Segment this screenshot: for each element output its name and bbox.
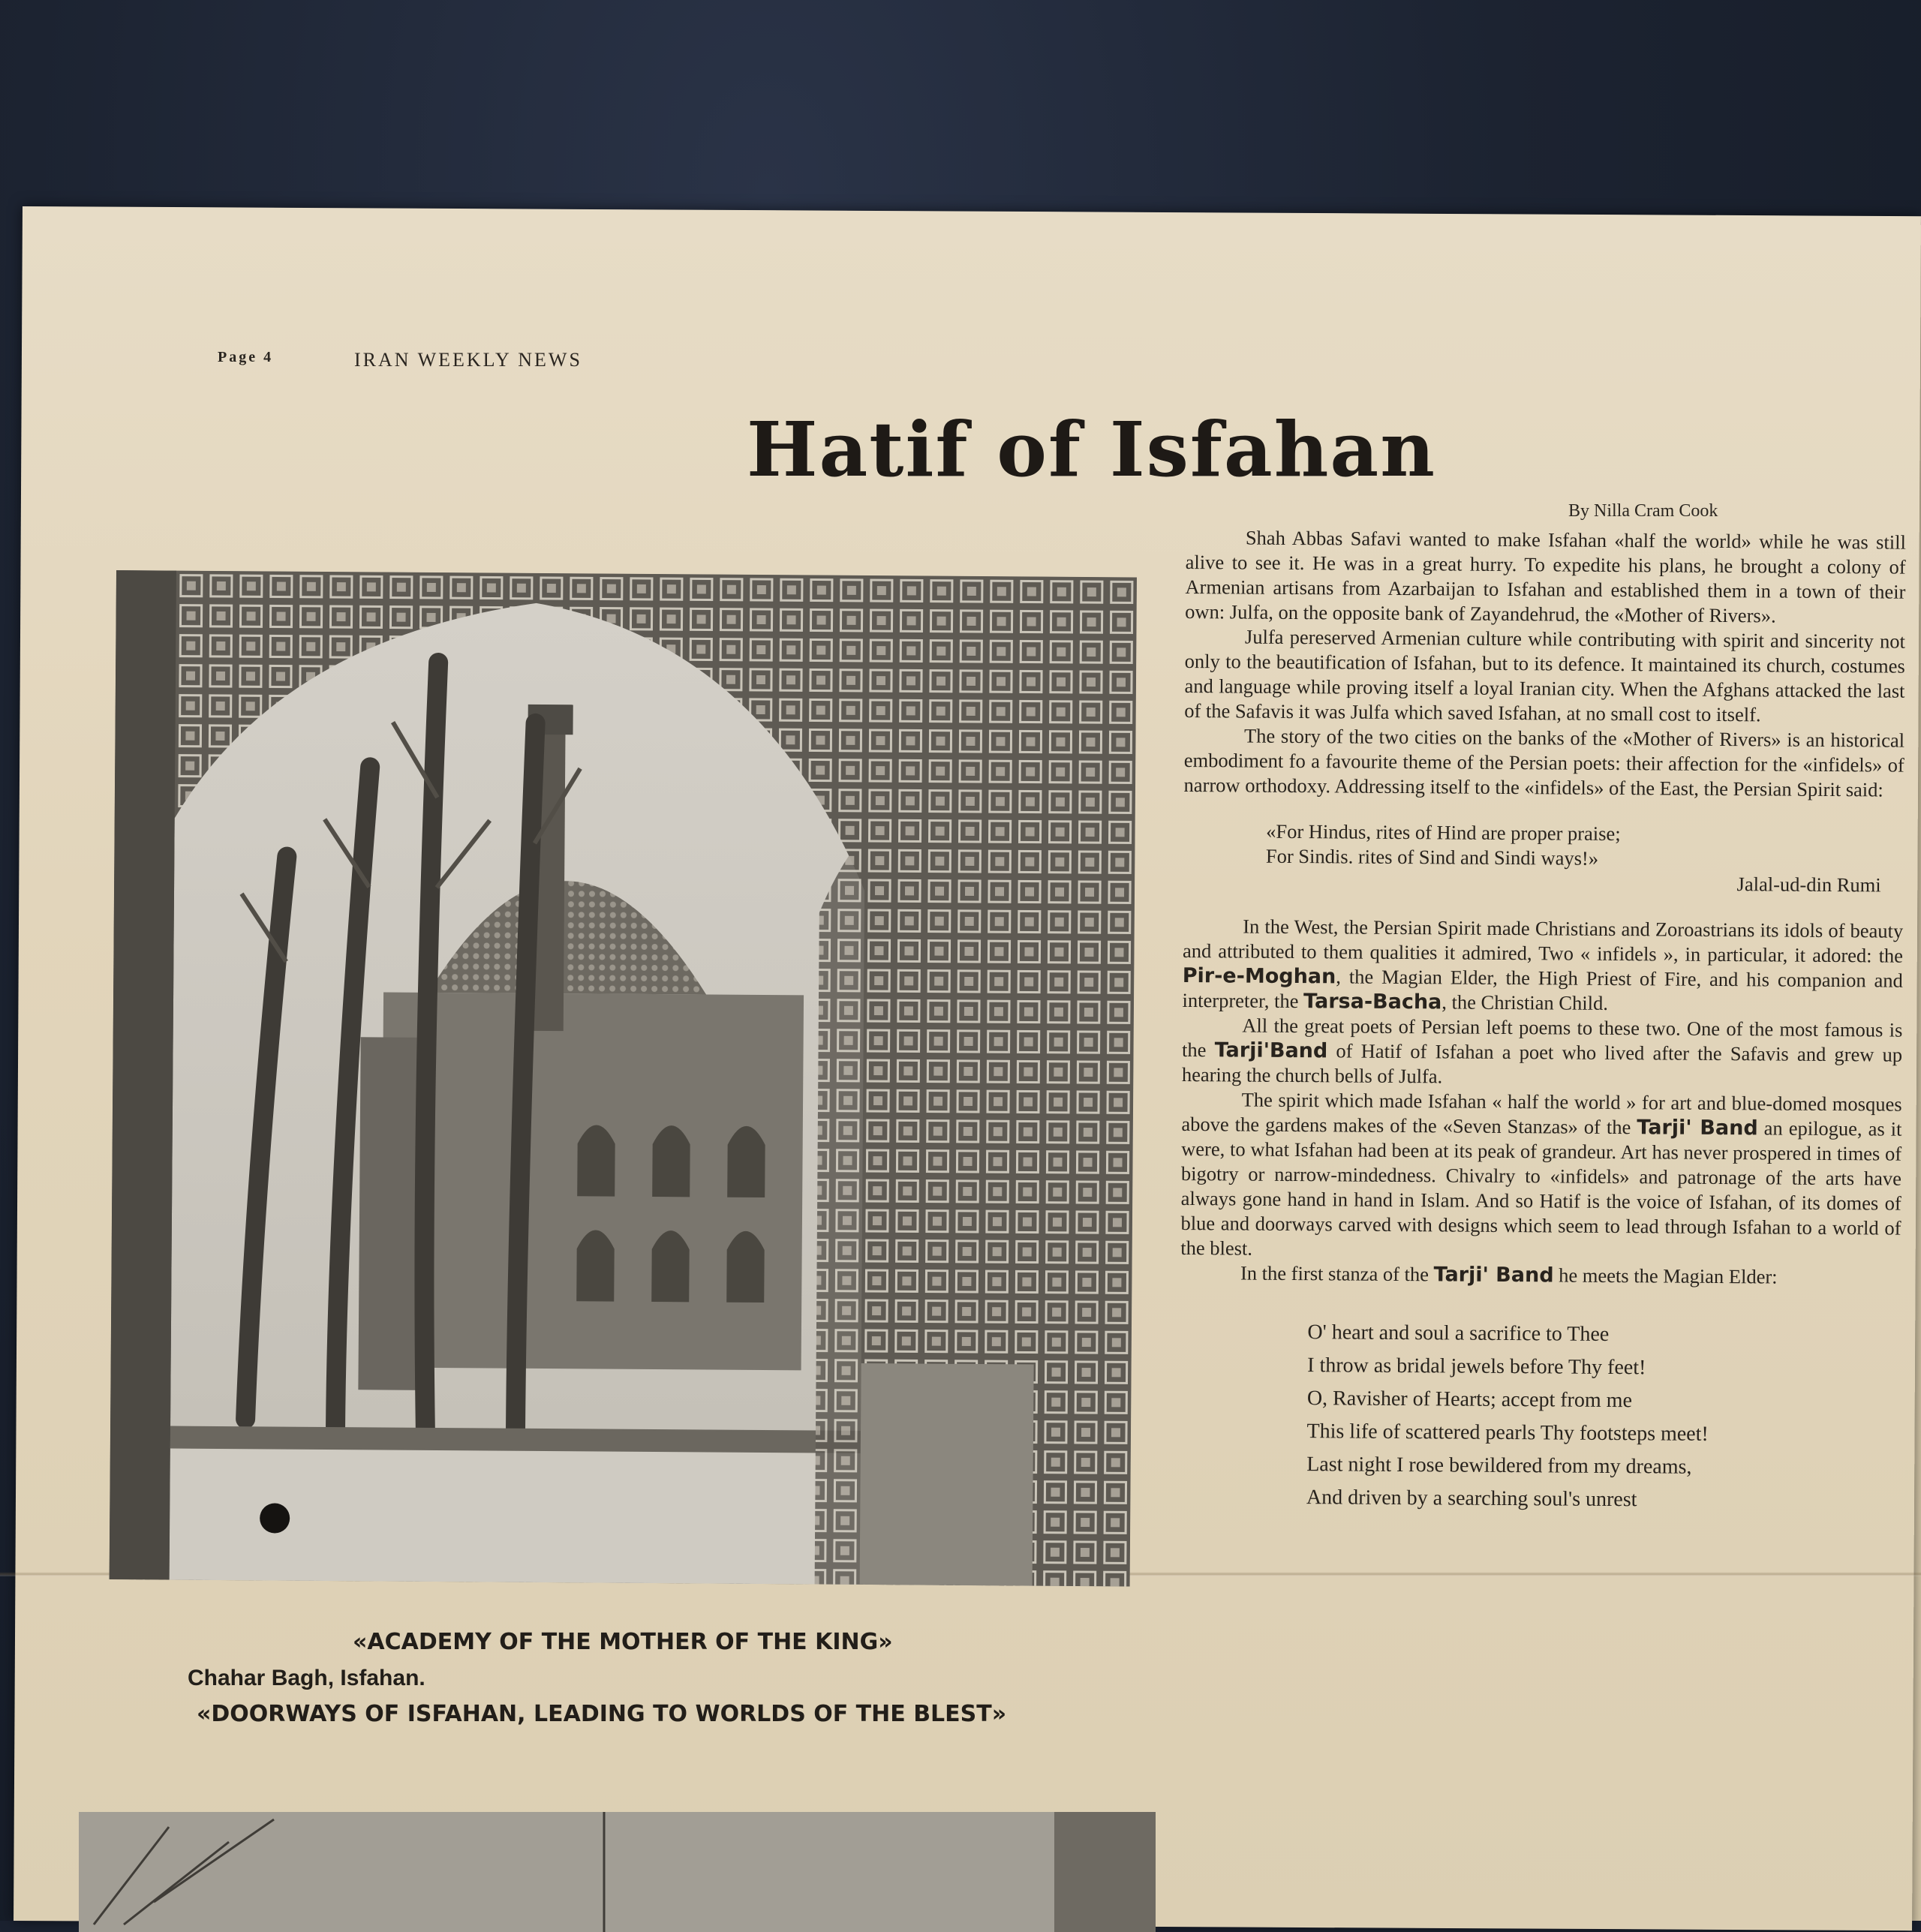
poem-stanza: [1306, 1316, 1901, 1519]
article-paragraph-7: In the first stanza of the Tarji' Band he meets the Magian Elder:: [1240, 1261, 1778, 1288]
caption-location: Chahar Bagh, Isfahan.: [188, 1666, 425, 1690]
term-tarji-band-3: Tarji' Band: [1433, 1263, 1554, 1287]
term-tarsa-bacha: Tarsa-Bacha: [1303, 990, 1442, 1014]
poem-line: O, Ravisher of Hearts; accept from me: [1306, 1387, 1633, 1413]
poem-line: This life of scattered pearls Thy footsteps meet!: [1306, 1420, 1709, 1446]
caption-subtitle: «DOORWAYS OF ISFAHAN, LEADING TO WORLDS OF THE BLEST»: [197, 1701, 1007, 1727]
article-paragraph-1: Shah Abbas Safavi wanted to make Isfahan «half the world» while he was still alive to see it. He was in a great hurry. To expedite his plans, he brought a colony of Armenian artisans from Azarbaijan to Isfahan and established them in a town of their own: Julfa, on the opposite bank of Zayandehrud, the «Mother of Rivers».: [1185, 526, 1906, 627]
poem-line: O' heart and soul a sacrifice to Thee: [1307, 1321, 1610, 1346]
photo-caption: [188, 1624, 1126, 1732]
article-paragraph-4: In the West, the Persian Spirit made Christians and Zoroastrians its idols of beauty and attributed to them qualities it admired, Two « infidels », in particular, it adored: the Pir-e-Moghan, the Magian Elder, the High Priest of Fire, and his companion and interpreter, the Tarsa-Bacha, the Christian Child.: [1182, 915, 1904, 1014]
page-number: Page 4: [218, 349, 274, 365]
article-paragraph-6: The spirit which made Isfahan « half the world » for art and blue-domed mosques above the gardens makes of the «Seven Stanzas» of the Tarji' Band an epilogue, as it were, to what Isfahan had been at its peak of grandeur. Art has never prospered in times of bigotry or narrow-mindedness. Chivalry to «infidels» and patronage of the arts have always gone hand in hand in Islam. And so Hatif is the voice of Isfahan, of its domes of blue and doorways carved with designs which seem to lead through Isfahan to a world of the blest.: [1180, 1088, 1902, 1260]
article-paragraph-2: Julfa pereserved Armenian culture while contributing with spirit and sincerity not only to the beautification of Isfahan, but to its defence. It maintained its church, costumes and language while proving itself a loyal Iranian city. When the Afghans attacked the last of the Safavis it was Julfa which saved Isfahan, at no small cost to itself.: [1184, 625, 1906, 726]
article-paragraph-3: The story of the two cities on the banks of the «Mother of Rivers» is an historical embodiment fo a favourite theme of the Persian poets: their affection for the «infidels» of narrow orthodoxy. Addressing itself to the «infidels» of the East, the Persian Spirit said:: [1183, 724, 1905, 801]
term-tarji-band-2: Tarji' Band: [1637, 1116, 1758, 1140]
rumi-quote-line-2: For Sindis. rites of Sind and Sindi ways!»: [1265, 844, 1599, 870]
poem-line: I throw as bridal jewels before Thy feet!: [1307, 1354, 1646, 1380]
mosque-arch-illustration: [110, 570, 1137, 1586]
byline: By Nilla Cram Cook: [1568, 501, 1718, 521]
mosque-arch-photo: [110, 570, 1137, 1586]
second-photo-illustration: [79, 1812, 1156, 1932]
term-pir-e-moghan: Pir-e-Moghan: [1182, 963, 1336, 989]
headline: Hatif of Isfahan: [747, 405, 1436, 494]
quote-attribution: Jalal-ud-din Rumi: [1736, 873, 1881, 897]
newspaper-name: IRAN WEEKLY NEWS: [354, 349, 582, 371]
poem-line: Last night I rose bewildered from my dreams,: [1306, 1453, 1692, 1479]
term-tarji-band: Tarji'Band: [1214, 1038, 1328, 1063]
second-photo: [79, 1812, 1156, 1932]
poem-line: And driven by a searching soul's unrest: [1306, 1486, 1637, 1512]
article-body: [1179, 525, 1906, 1519]
caption-title: «ACADEMY OF THE MOTHER OF THE KING»: [353, 1629, 893, 1655]
article-paragraph-5: All the great poets of Persian left poems to these two. One of the most famous is the Tarji'Band of Hatif of Isfahan a poet who lived after the Safavis and grew up hearing the church bells of Julfa.: [1181, 1014, 1903, 1088]
rumi-quote-line-1: «For Hindus, rites of Hind are proper praise;: [1266, 819, 1621, 846]
